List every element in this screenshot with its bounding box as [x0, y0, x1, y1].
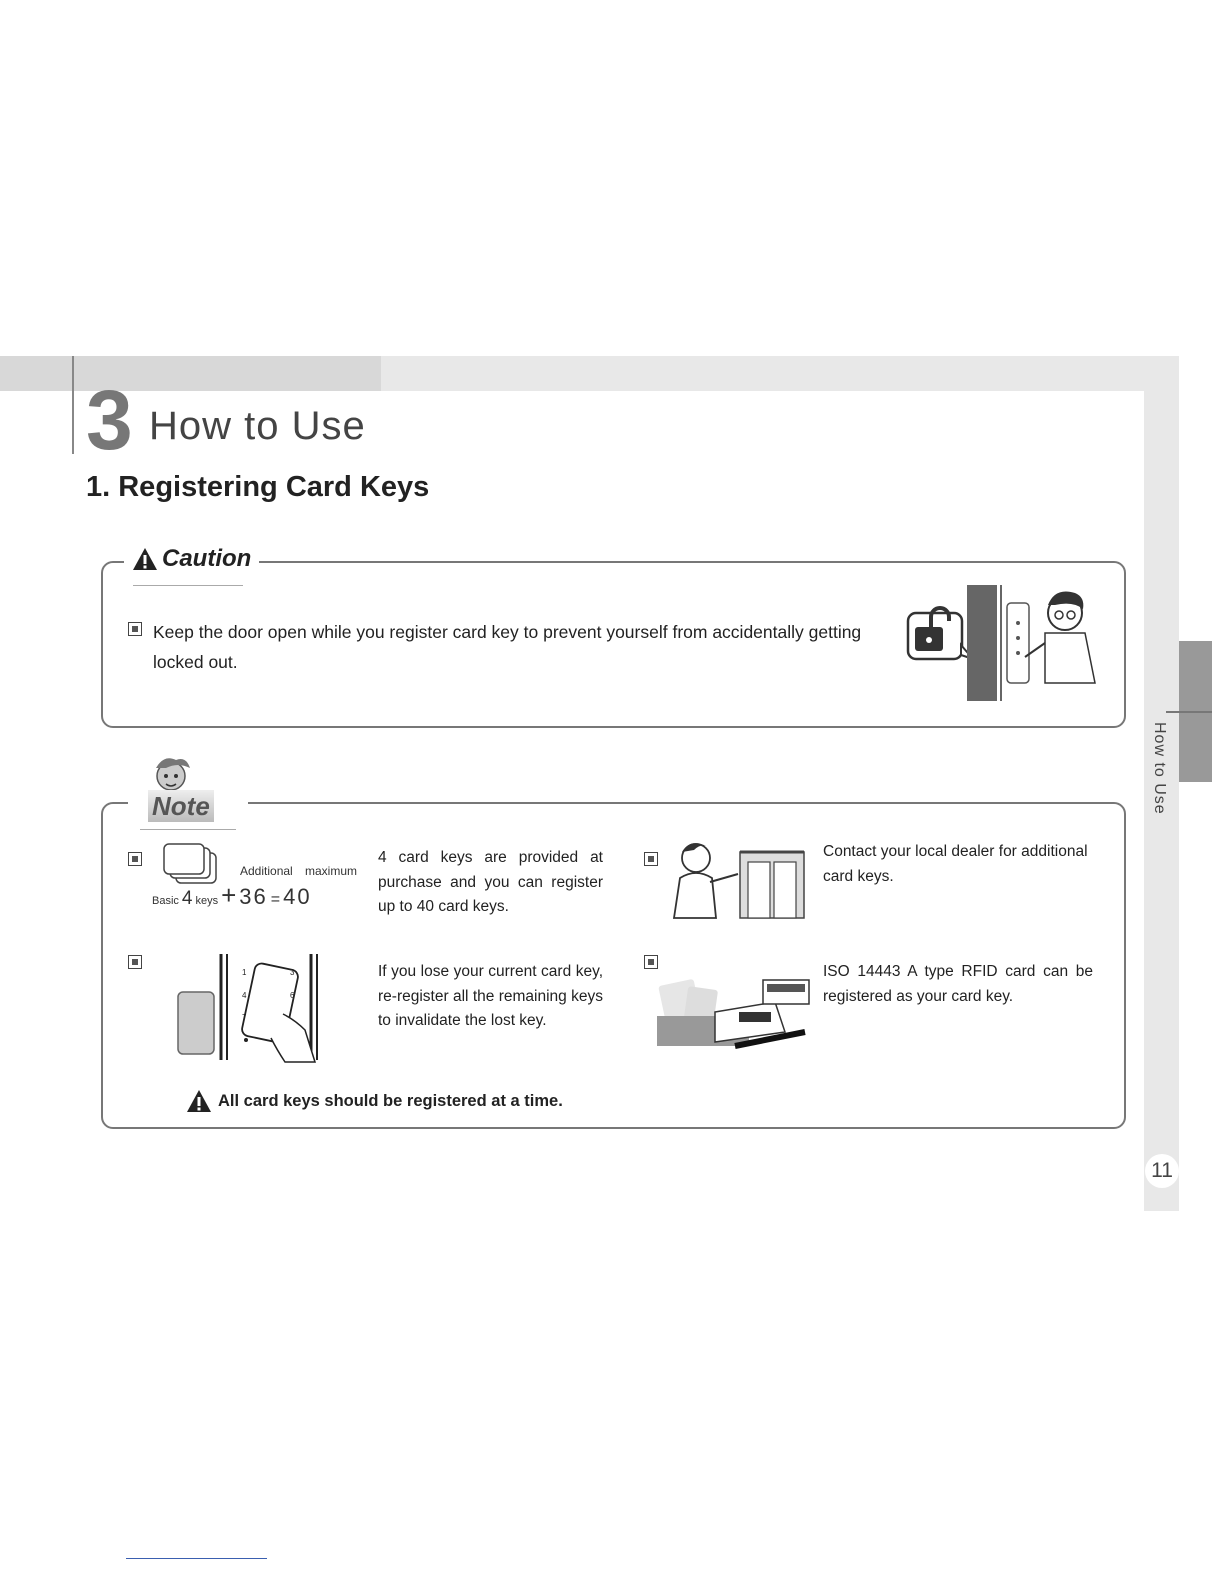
basic-number: 4 — [181, 888, 193, 909]
keypad-digit: 7 — [242, 1013, 247, 1022]
additional-number: 36 — [239, 884, 268, 909]
side-tab-label: How to Use — [1151, 722, 1168, 815]
section-title: 1. Registering Card Keys — [86, 471, 430, 503]
card-count-formula — [152, 880, 312, 911]
equals-sign: = — [270, 891, 281, 908]
side-tab-divider — [1166, 711, 1212, 713]
chapter-number: 3 — [86, 373, 133, 467]
plus-sign: + — [221, 880, 237, 910]
door-lock-illustration — [905, 583, 1100, 705]
note-underline — [140, 829, 236, 830]
note-item-3-text: If you lose your current card key, re-register all the remaining keys to invalidate the lost key. — [378, 963, 603, 1029]
header-band-light — [381, 356, 1179, 391]
footer-rule — [126, 1558, 267, 1559]
lost-card-illustration — [175, 950, 350, 1070]
header-band-dark — [0, 356, 381, 391]
keypad-digit: 1 — [242, 968, 247, 977]
keypad-dot — [244, 1038, 248, 1042]
basic-label: Basic — [152, 895, 179, 907]
register-all-warning-text: All card keys should be registered at a time. — [218, 1091, 563, 1110]
additional-label: Additional — [240, 864, 293, 878]
maximum-number: 40 — [283, 884, 312, 909]
keypad-digit: 6 — [290, 991, 295, 1000]
bullet-icon — [644, 852, 658, 866]
note-title: Note — [148, 790, 214, 822]
caution-title: Caution — [162, 545, 252, 572]
warning-icon — [186, 1089, 212, 1113]
keypad-digit: 4 — [242, 991, 247, 1000]
bullet-icon — [128, 955, 142, 969]
maximum-label: maximum — [305, 864, 358, 878]
dealer-illustration — [666, 838, 808, 920]
caution-text: Keep the door open while you register card key to prevent yourself from accidentally getting locked out. — [153, 622, 862, 672]
note-item-2-text: Contact your local dealer for additional card keys. — [823, 843, 1088, 885]
bullet-icon — [644, 955, 658, 969]
page-number: 11 — [1145, 1154, 1179, 1188]
chapter-divider — [72, 356, 74, 454]
caution-label — [124, 545, 259, 573]
bullet-icon — [128, 622, 142, 636]
register-all-warning — [186, 1089, 563, 1113]
keypad-digit: 3 — [290, 968, 295, 977]
note-item-4-text: ISO 14443 A type RFID card can be registered as your card key. — [823, 963, 1093, 1005]
bullet-icon — [128, 852, 142, 866]
note-item-1-text: 4 card keys are provided at purchase and you can register up to 40 card keys. — [378, 849, 603, 915]
rfid-card-uses-illustration — [655, 972, 813, 1050]
warning-icon — [132, 547, 158, 571]
keys-label: keys — [195, 895, 219, 907]
chapter-title: How to Use — [149, 404, 366, 448]
caution-underline — [133, 585, 243, 586]
